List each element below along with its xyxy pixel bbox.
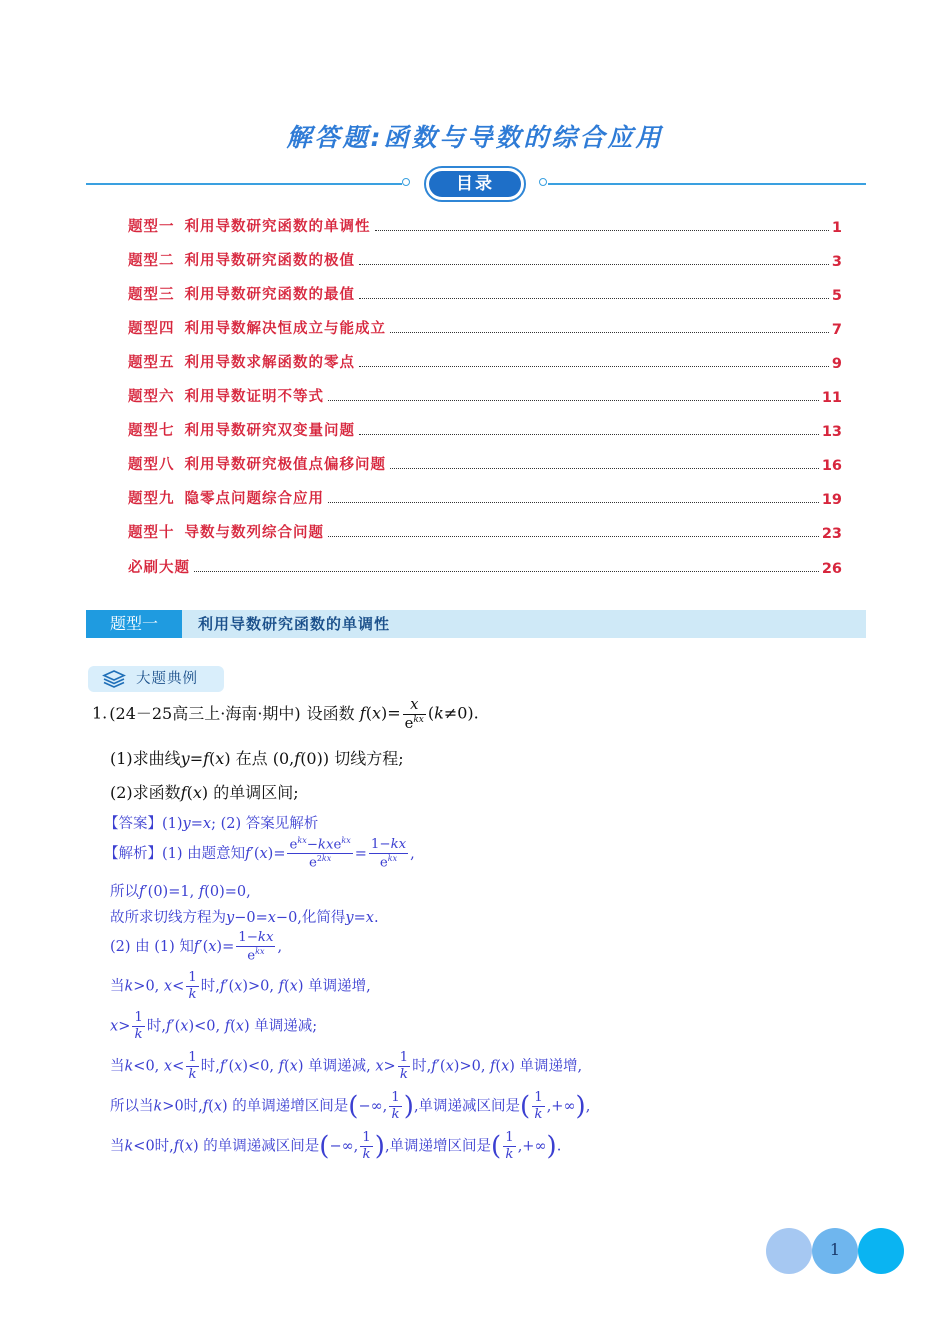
toc-item-text: 利用导数研究极值点偏移问题 bbox=[184, 457, 386, 473]
toc-leader bbox=[359, 264, 829, 265]
analysis-text: 所以当 bbox=[110, 1098, 154, 1115]
analysis-line-1: 【解析】(1) 由题意知f′(x)= $\frac{e^{kx}-kxe^{kx}}{e^{2kx}}$ = $\frac{1-kx}{e^{kx}}$ , bbox=[104, 836, 415, 871]
analysis-line-5: 当k>0, x< $\frac{1}{k}$ 时,f′(x)>0, f(x) 单调递增, bbox=[110, 970, 371, 1002]
answer-tag: 【答案】 bbox=[104, 816, 162, 832]
analysis-text: 所以 bbox=[110, 884, 139, 900]
answer-part: (1) bbox=[162, 816, 183, 832]
analysis-text: 故所求切线方程为 bbox=[110, 910, 226, 926]
analysis-line-7: 当k<0, x< $\frac{1}{k}$ 时,f′(x)<0, f(x) 单调递减, x> $\frac{1}{k}$ 时,f′(x)>0, f(x) 单调递增, bbox=[110, 1050, 583, 1082]
analysis-text: ,单调递减区间是 bbox=[413, 1098, 521, 1115]
analysis-text: 的单调递增区间是 bbox=[232, 1098, 349, 1115]
section-tag: 题型一 bbox=[86, 610, 182, 638]
toc-item-2[interactable] bbox=[128, 248, 842, 270]
question-1-tail: 切线方程; bbox=[334, 749, 404, 768]
analysis-text: 单调递减; bbox=[254, 1018, 318, 1035]
answer-line: 【答案】(1)y=x; (2) 答案见解析 bbox=[104, 816, 319, 832]
toc-item-tag: 题型十 bbox=[128, 525, 175, 541]
analysis-tag: 【解析】 bbox=[104, 845, 162, 862]
formula-fraction: $\frac{x}{e^{kx}}$ bbox=[404, 696, 424, 732]
analysis-text: 的单调递减区间是 bbox=[203, 1138, 320, 1155]
toc-leader bbox=[328, 502, 819, 503]
question-1: (1)求曲线y=f(x) 在点 (0,f(0)) 切线方程; bbox=[110, 749, 404, 768]
section-header bbox=[86, 610, 866, 638]
question-2-tail: 的单调区间; bbox=[213, 783, 299, 802]
toc-divider-right bbox=[548, 183, 866, 185]
toc-leader bbox=[328, 536, 819, 537]
toc-badge bbox=[424, 166, 526, 202]
toc-item-page: 3 bbox=[831, 254, 842, 270]
toc-item-page: 9 bbox=[831, 356, 842, 372]
toc-item-tag: 题型四 bbox=[128, 321, 175, 337]
toc-item-page: 16 bbox=[821, 458, 842, 474]
toc-item-page: 13 bbox=[821, 424, 842, 440]
toc-leader bbox=[194, 571, 819, 572]
toc-leader bbox=[390, 468, 819, 469]
example-header bbox=[88, 666, 224, 692]
toc-item-text: 隐零点问题综合应用 bbox=[184, 491, 324, 507]
toc-divider-dot-right bbox=[539, 178, 547, 186]
toc-item-7[interactable] bbox=[128, 418, 842, 440]
toc-divider-left bbox=[86, 183, 402, 185]
answer-part2: ; (2) 答案见解析 bbox=[211, 816, 319, 832]
toc-item-5[interactable] bbox=[128, 350, 842, 372]
problem-source: (24－25高三上·海南·期中) bbox=[109, 703, 301, 723]
analysis-text: 时, bbox=[183, 1098, 203, 1115]
analysis-text: ,单调递增区间是 bbox=[384, 1138, 492, 1155]
toc-item-9[interactable] bbox=[128, 486, 842, 508]
problem-number: 1. bbox=[92, 703, 108, 723]
toc-leader bbox=[359, 434, 819, 435]
toc-item-text: 利用导数解决恒成立与能成立 bbox=[184, 321, 386, 337]
toc-item-8[interactable] bbox=[128, 452, 842, 474]
toc-item-tag: 题型八 bbox=[128, 457, 175, 473]
toc-item-6[interactable] bbox=[128, 384, 842, 406]
toc-item-text: 利用导数证明不等式 bbox=[184, 389, 324, 405]
analysis-text: 时, bbox=[412, 1058, 432, 1075]
toc-item-tag: 题型七 bbox=[128, 423, 175, 439]
toc-item-page: 5 bbox=[831, 288, 842, 304]
analysis-line-3: 故所求切线方程为y−0=x−0,化简得y=x. bbox=[110, 910, 379, 926]
analysis-text: 当 bbox=[110, 1138, 125, 1155]
section-title: 利用导数研究函数的单调性 bbox=[198, 615, 391, 633]
toc-item-text: 导数与数列综合问题 bbox=[184, 525, 324, 541]
question-1-text: (1)求曲线 bbox=[110, 749, 181, 768]
analysis-text: 单调递增, bbox=[519, 1058, 583, 1075]
toc-item-text: 利用导数研究双变量问题 bbox=[184, 423, 355, 439]
page-circle-right bbox=[858, 1228, 904, 1274]
toc-item-11[interactable] bbox=[128, 555, 842, 577]
analysis-text: 时, bbox=[200, 1058, 220, 1075]
toc-item-page: 19 bbox=[821, 492, 842, 508]
analysis-line-6: x> $\frac{1}{k}$ 时,f′(x)<0, f(x) 单调递减; bbox=[110, 1010, 318, 1042]
analysis-line-4: (2) 由 (1) 知f′(x)= $\frac{1-kx}{e^{kx}}$ , bbox=[110, 930, 283, 964]
analysis-line-2: 所以f′(0)=1, f(0)=0, bbox=[110, 884, 251, 900]
toc-leader bbox=[375, 230, 829, 231]
question-2-text: (2)求函数 bbox=[110, 783, 181, 802]
problem-intro: 设函数 bbox=[306, 703, 355, 723]
analysis-text: 时, bbox=[146, 1018, 166, 1035]
toc-item-page: 1 bbox=[831, 220, 842, 236]
document-title: 解答题:函数与导数的综合应用 bbox=[286, 123, 664, 152]
toc-item-4[interactable] bbox=[128, 316, 842, 338]
analysis-text: 时, bbox=[200, 978, 220, 995]
toc-leader bbox=[359, 298, 829, 299]
layers-icon bbox=[102, 670, 126, 688]
toc-leader bbox=[328, 400, 819, 401]
toc-item-tag: 题型九 bbox=[128, 491, 175, 507]
toc-item-page: 26 bbox=[821, 561, 842, 577]
toc-item-10[interactable] bbox=[128, 520, 842, 542]
analysis-line-8: 所以当k>0时,f(x) 的单调递增区间是(−∞, $\frac{1}{k}$ ),单调递减区间是( $\frac{1}{k}$ ,+∞), bbox=[110, 1090, 591, 1122]
toc-item-text: 利用导数研究函数的单调性 bbox=[184, 219, 371, 235]
analysis-text: 当 bbox=[110, 1058, 125, 1075]
toc-item-text: 利用导数求解函数的零点 bbox=[184, 355, 355, 371]
analysis-text: (2) 由 (1) 知 bbox=[110, 939, 194, 956]
toc-label: 目录 bbox=[429, 171, 521, 197]
page-circle-left bbox=[766, 1228, 812, 1274]
toc-leader bbox=[359, 366, 829, 367]
analysis-text: 当 bbox=[110, 978, 125, 995]
toc-item-text: 利用导数研究函数的极值 bbox=[184, 253, 355, 269]
toc-item-tag: 题型五 bbox=[128, 355, 175, 371]
page-number: 1 bbox=[812, 1228, 858, 1274]
toc-item-tag: 题型一 bbox=[128, 219, 175, 235]
toc-item-tag: 题型三 bbox=[128, 287, 175, 303]
analysis-text: 单调递减, bbox=[308, 1058, 371, 1075]
toc-divider-dot-left bbox=[402, 178, 410, 186]
toc-leader bbox=[390, 332, 829, 333]
analysis-text: 时, bbox=[154, 1138, 174, 1155]
toc-item-3[interactable] bbox=[128, 282, 842, 304]
toc-item-page: 7 bbox=[831, 322, 842, 338]
analysis-text: 单调递增, bbox=[308, 978, 371, 995]
analysis-text: ,化简得 bbox=[297, 910, 346, 926]
question-1-mid: 在点 bbox=[235, 749, 268, 768]
toc-item-1[interactable] bbox=[128, 214, 842, 236]
toc-item-tag: 必刷大题 bbox=[128, 560, 190, 576]
toc-item-tag: 题型二 bbox=[128, 253, 175, 269]
toc-item-page: 11 bbox=[821, 390, 842, 406]
analysis-text: (1) 由题意知 bbox=[162, 845, 246, 862]
toc-item-text: 利用导数研究函数的最值 bbox=[184, 287, 355, 303]
question-2: (2)求函数f(x) 的单调区间; bbox=[110, 783, 299, 802]
analysis-line-9: 当k<0时,f(x) 的单调递减区间是(−∞, $\frac{1}{k}$ ),单调递增区间是( $\frac{1}{k}$ ,+∞). bbox=[110, 1130, 562, 1162]
toc-item-tag: 题型六 bbox=[128, 389, 175, 405]
toc-item-page: 23 bbox=[821, 526, 842, 542]
problem-statement: 1. (24－25高三上·海南·期中) 设函数 f(x)= $\frac{x}{e^{kx}}$ (k≠0). bbox=[92, 696, 479, 732]
example-label: 大题典例 bbox=[136, 671, 198, 687]
